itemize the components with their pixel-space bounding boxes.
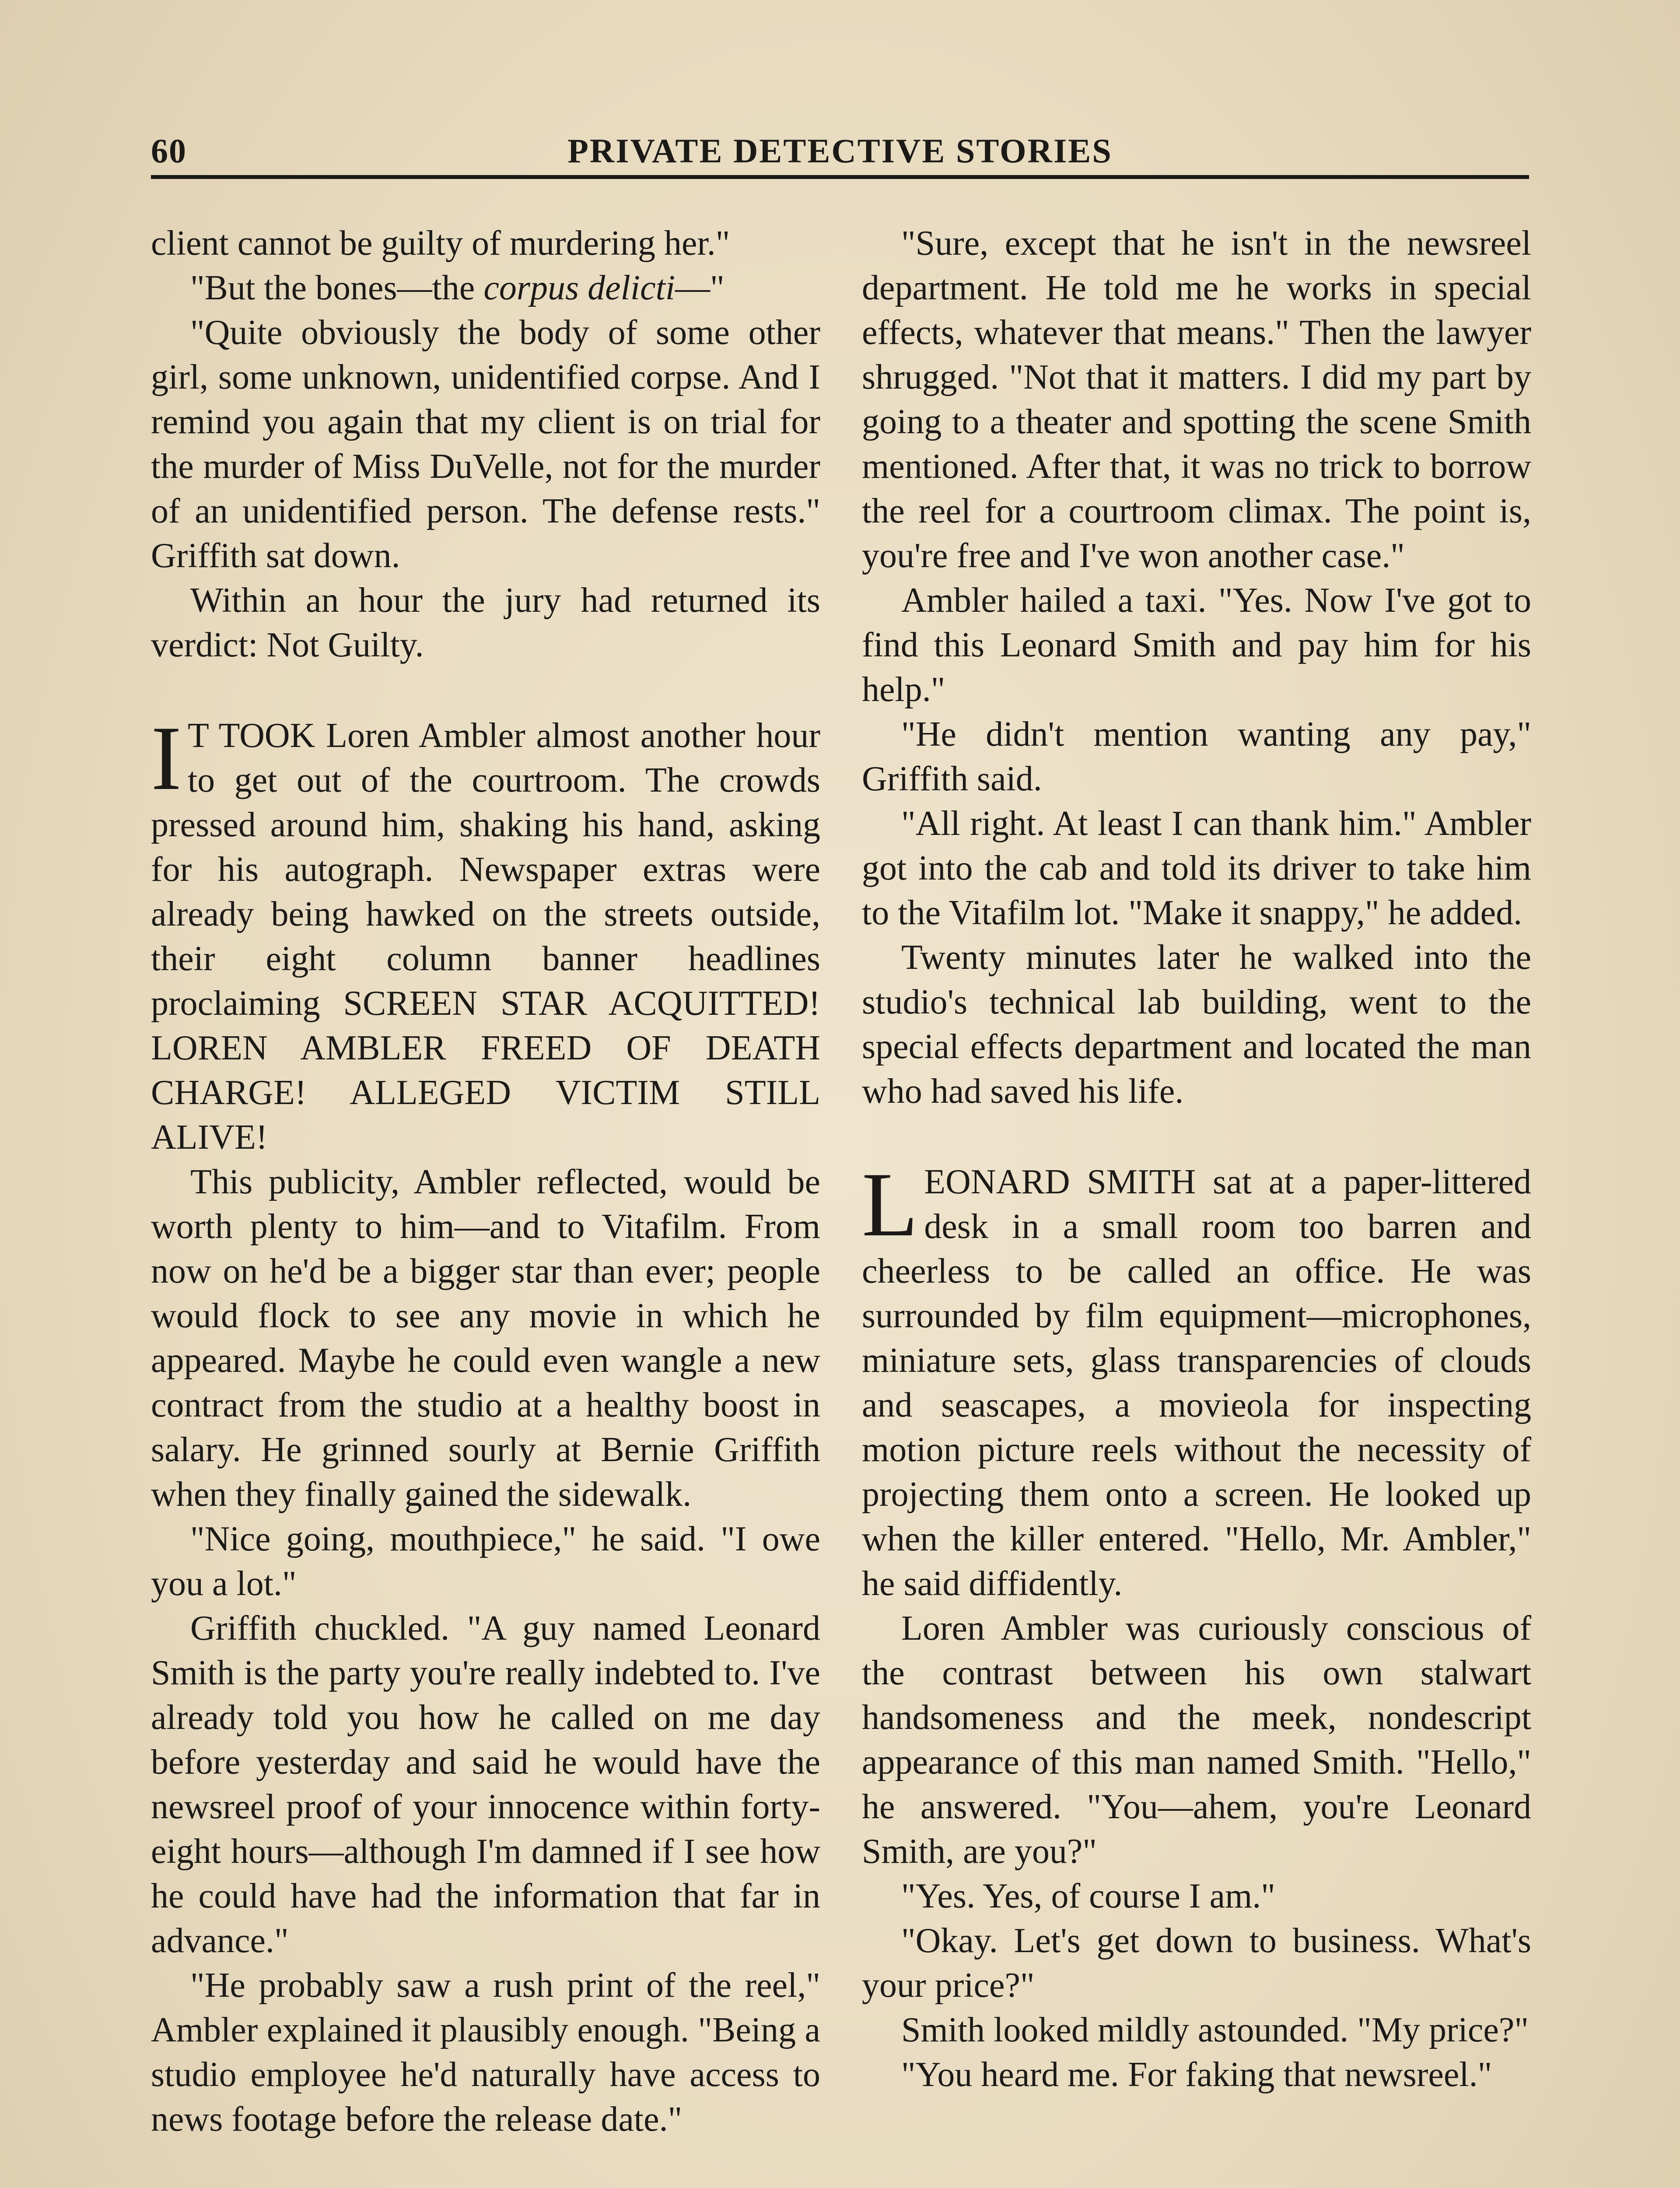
paragraph: "He probably saw a rush print of the reel," Ambler explained it plausibly enough. "Being a studio employee he'd naturally have access to news footage before the release date." [151,1966,820,2139]
header-rule [151,175,1529,179]
running-title: PRIVATE DETECTIVE STORIES [567,132,1113,170]
italic-text: corpus delicti [483,269,676,307]
paragraph-text: T TOOK Loren Ambler almost another hour to get out of the courtroom. The crowds pressed around him, shaking his hand, asking for his autograph. Newspaper extras were already being hawked on the streets outside, their eight column banner headlines proclaiming SCREEN STAR ACQUITTED! LOREN AMBLER FREED OF DEATH CHARGE! ALLEGED VICTIM STILL ALIVE! [151,716,820,1157]
section-break [862,1114,1531,1160]
paragraph: "Quite obviously the body of some other girl, some unknown, unidentified corpse. And I remind you again that my client is on trial for the murder of Miss DuVelle, not for the murder of an unidentified person. The defense rests." Griffith sat down. [151,313,820,575]
paragraph: Smith looked mildly astounded. "My price?" [901,2011,1529,2049]
drop-cap: I [151,708,182,809]
paragraph: "Yes. Yes, of course I am." [901,1877,1275,1915]
paragraph [151,266,820,310]
paragraph-text: —" [675,269,724,307]
page-header [151,127,1529,175]
paragraph [862,1154,1531,1606]
paragraph: "Nice going, mouthpiece," he said. "I owe you a lot." [151,1520,820,1603]
paragraph: "You heard me. For faking that newsreel." [901,2055,1492,2094]
paragraph: Loren Ambler was curiously conscious of the contrast between his own stalwart handsomeness and the meek, nondescript appearance of this man named Smith. "Hello," he answered. "You—ahem, you're Leonard Smith, are you?" [862,1609,1531,1871]
paragraph: client cannot be guilty of murdering her." [151,224,730,263]
paragraph: "He didn't mention wanting any pay," Griffith said. [862,715,1531,798]
paragraph: Within an hour the jury had returned its verdict: Not Guilty. [151,581,820,664]
paragraph-text: "But the bones—the [190,269,484,307]
paragraph: Twenty minutes later he walked into the studio's technical lab building, went to the special effects department and located the man who had saved his life. [862,938,1531,1111]
paragraph: This publicity, Ambler reflected, would be worth plenty to him—and to Vitafilm. From now on he'd be a bigger star than ever; people would flock to see any movie in which he appeared. Maybe he could even wangle a new contract from the studio at a healthy boost in salary. He grinned sourly at Bernie Griffith when they finally gained the sidewalk. [151,1163,820,1514]
paragraph: Ambler hailed a taxi. "Yes. Now I've got to find this Leonard Smith and pay him for his help." [862,581,1531,709]
page-number: 60 [151,132,187,170]
paragraph [151,708,820,1160]
drop-cap: L [862,1154,918,1255]
section-break [151,667,820,713]
paragraph: "Sure, except that he isn't in the newsreel department. He told me he works in special effects, whatever that means." Then the lawyer shrugged. "Not that it matters. I did my part by going to a theater and spotting the scene Smith mentioned. After that, it was no trick to borrow the reel for a courtroom climax. The point is, you're free and I've won another case." [862,224,1531,575]
paragraph-text: EONARD SMITH sat at a paper-littered desk in a small room too barren and cheerless to be called an office. He was surrounded by film equipment—microphones, miniature sets, glass transparencies of clouds and seascapes, a movieola for inspecting motion picture reels without the necessity of projecting them onto a screen. He looked up when the killer entered. "Hello, Mr. Ambler," he said diffidently. [862,1163,1531,1603]
left-column [151,221,820,2142]
right-column [862,221,1531,2097]
paragraph: "Okay. Let's get down to business. What's your price?" [862,1922,1531,2005]
paragraph: "All right. At least I can thank him." Ambler got into the cab and told its driver to take him to the Vitafilm lot. "Make it snappy," he added. [862,804,1531,932]
paragraph: Griffith chuckled. "A guy named Leonard Smith is the party you're really indebted to. I've already told you how he called on me day before yesterday and said he would have the newsreel proof of your innocence within forty-eight hours—although I'm damned if I see how he could have had the information that far in advance." [151,1609,820,1960]
